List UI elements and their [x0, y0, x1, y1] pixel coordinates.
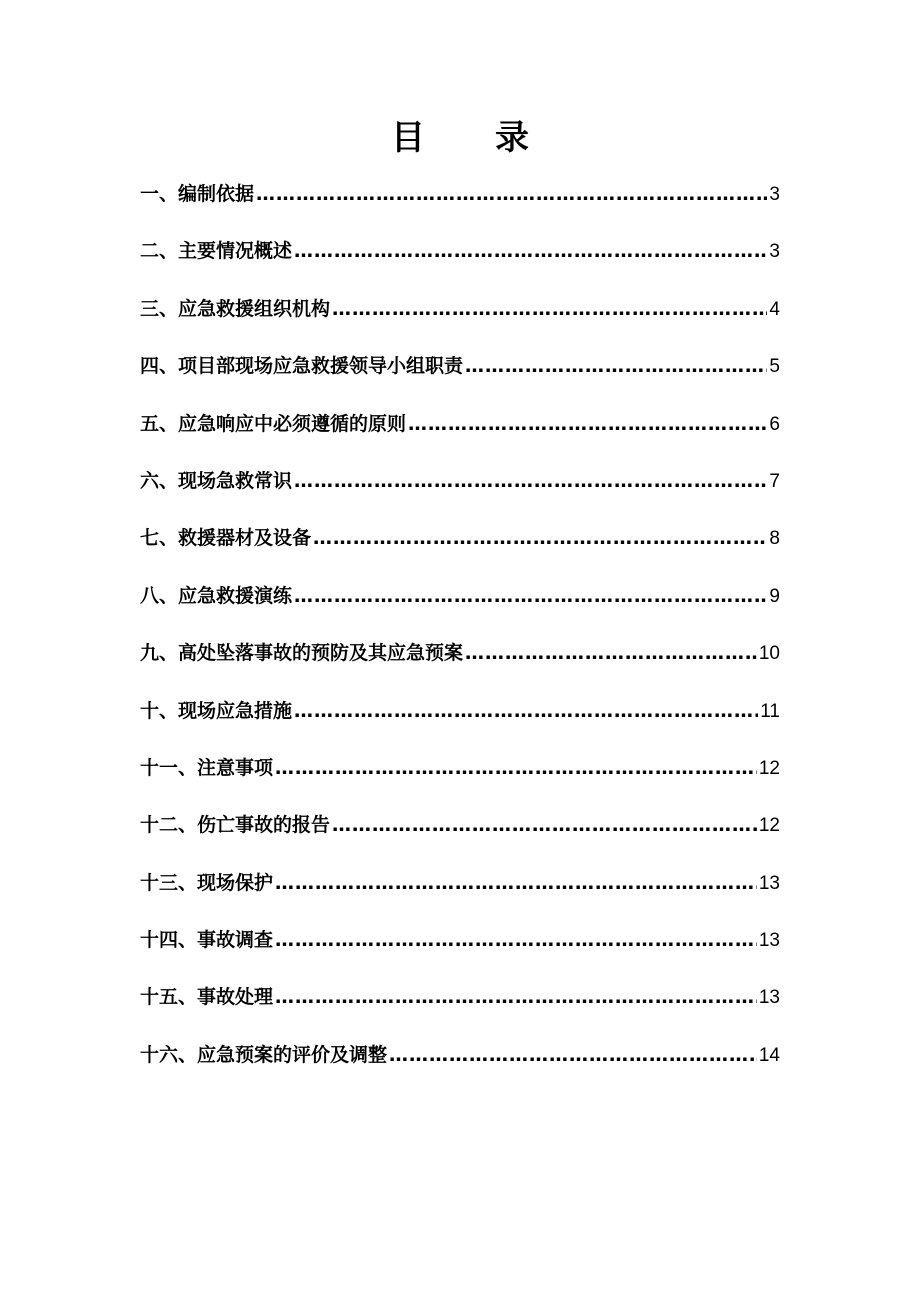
toc-leader-dots: [408, 404, 767, 444]
toc-entry-label: 六、现场急救常识: [140, 469, 293, 492]
toc-entry-page: 9: [769, 585, 780, 607]
toc-entry-label: 二、主要情况概述: [140, 240, 293, 263]
toc-entry-label: 五、应急响应中必须遵循的原则: [140, 412, 407, 435]
toc-entry-page: 13: [758, 930, 780, 952]
toc-leader-dots: [275, 863, 757, 903]
toc-entry-page: 14: [758, 1044, 780, 1066]
toc-entry-label: 十四、事故调查: [140, 929, 274, 952]
toc-entry-label: 十、现场应急措施: [140, 699, 293, 722]
toc-entry[interactable]: [140, 977, 780, 1034]
toc-entry-page: 5: [769, 356, 780, 378]
toc-entry-page: 10: [758, 643, 780, 665]
toc-entry[interactable]: [140, 461, 780, 518]
toc-entry[interactable]: [140, 920, 780, 977]
toc-entry-page: 13: [758, 872, 780, 894]
toc-entry[interactable]: [140, 289, 780, 346]
toc-entry-label: 三、应急救援组织机构: [140, 297, 331, 320]
toc-leader-dots: [294, 461, 767, 501]
toc-entry-label: 八、应急救援演练: [140, 584, 293, 607]
toc-entry-label: 十一、注意事项: [140, 756, 274, 779]
toc-leader-dots: [294, 576, 767, 616]
toc-entry-label: 十三、现场保护: [140, 871, 274, 894]
toc-entry[interactable]: [140, 576, 780, 633]
toc-leader-dots: [275, 748, 757, 788]
table-of-contents: [140, 174, 780, 1092]
toc-entry[interactable]: [140, 346, 780, 403]
toc-entry-label: 九、高处坠落事故的预防及其应急预案: [140, 642, 464, 665]
toc-leader-dots: [313, 518, 767, 558]
toc-entry[interactable]: [140, 863, 780, 920]
toc-entry-page: 8: [769, 528, 780, 550]
toc-leader-dots: [465, 633, 757, 673]
toc-entry[interactable]: [140, 231, 780, 288]
toc-entry[interactable]: [140, 748, 780, 805]
toc-entry[interactable]: [140, 805, 780, 862]
toc-entry[interactable]: [140, 404, 780, 461]
toc-entry-label: 十二、伤亡事故的报告: [140, 814, 331, 837]
toc-entry[interactable]: [140, 633, 780, 690]
toc-entry-page: 12: [758, 815, 780, 837]
toc-leader-dots: [256, 174, 767, 214]
page-title: [0, 112, 920, 164]
toc-entry-page: 12: [758, 757, 780, 779]
title-char-2: 录: [495, 118, 529, 158]
toc-entry-page: 6: [769, 413, 780, 435]
toc-entry[interactable]: [140, 174, 780, 231]
toc-entry[interactable]: [140, 518, 780, 575]
toc-leader-dots: [465, 346, 767, 386]
toc-leader-dots: [275, 977, 757, 1017]
toc-entry-page: 4: [769, 298, 780, 320]
toc-leader-dots: [389, 1035, 757, 1075]
toc-entry-page: 13: [758, 987, 780, 1009]
title-char-1: 目: [391, 118, 425, 158]
toc-leader-dots: [275, 920, 757, 960]
toc-leader-dots: [332, 289, 767, 329]
toc-entry-page: 7: [769, 470, 780, 492]
toc-entry-label: 一、编制依据: [140, 183, 255, 205]
toc-entry-page: 3: [769, 241, 780, 263]
toc-entry-page: 3: [769, 184, 780, 205]
toc-entry-label: 四、项目部现场应急救援领导小组职责: [140, 355, 464, 378]
toc-entry-label: 十五、事故处理: [140, 986, 274, 1009]
toc-entry-label: 十六、应急预案的评价及调整: [140, 1043, 388, 1066]
toc-leader-dots: [294, 691, 758, 731]
toc-leader-dots: [332, 805, 757, 845]
toc-entry[interactable]: [140, 1035, 780, 1092]
toc-entry-page: 11: [760, 700, 780, 722]
toc-entry-label: 七、救援器材及设备: [140, 527, 312, 550]
toc-leader-dots: [294, 231, 767, 271]
toc-entry[interactable]: [140, 691, 780, 748]
